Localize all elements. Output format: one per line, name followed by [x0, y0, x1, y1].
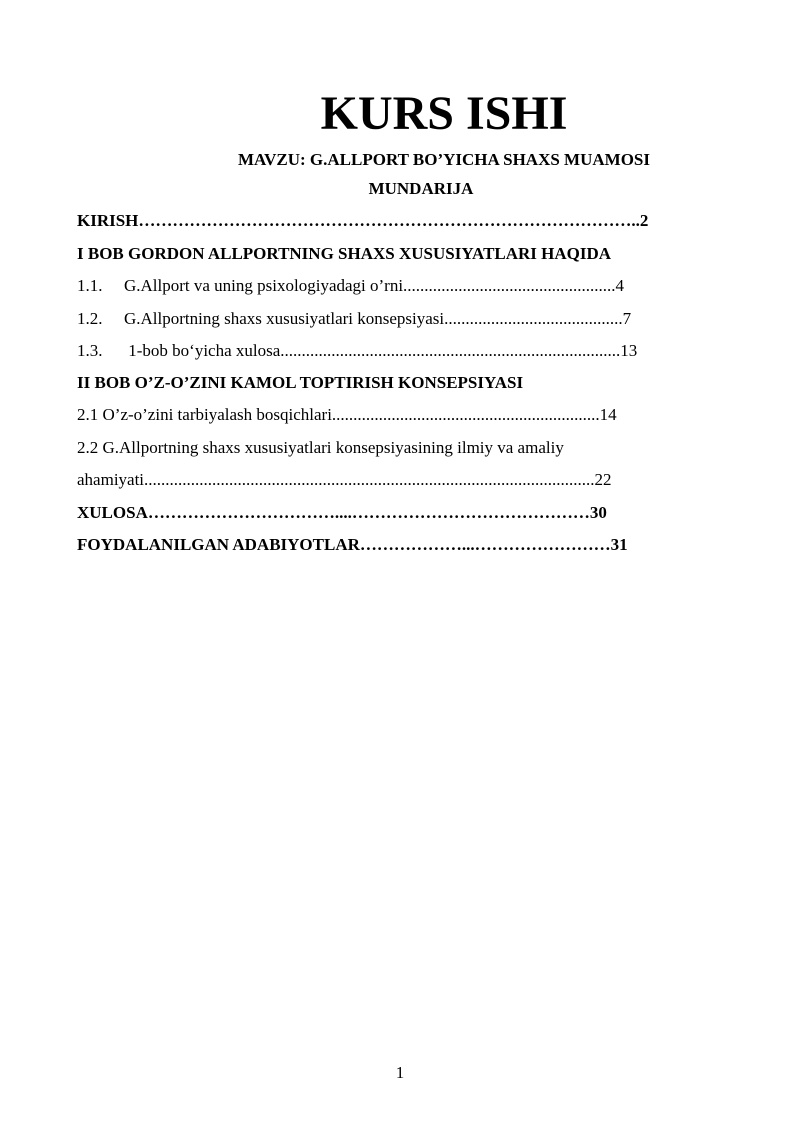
toc-entry-text: II BOB O’Z-O’ZINI KAMOL TOPTIRISH KONSEPSIYASI	[77, 373, 524, 392]
page-number: 1	[395, 1063, 405, 1082]
toc-entry-text: ahamiyati..........................................................................................................22	[77, 470, 612, 489]
toc-entry-1-1	[77, 275, 624, 297]
toc-entry-kirish	[77, 210, 648, 232]
toc-entry-1-3	[77, 340, 637, 362]
toc-entry-text: 2.1 O’z-o’zini tarbiyalash bosqichlari...............................................................14	[77, 405, 617, 424]
document-subtitle: MAVZU: G.ALLPORT BO’YICHA SHAXS MUAMOSI	[237, 150, 650, 169]
toc-entry-text: G.Allportning shaxs xususiyatlari konsepsiyasi..........................................7	[124, 309, 632, 328]
toc-entry-xulosa	[77, 502, 607, 524]
toc-entry-2-2-continued	[77, 469, 612, 491]
toc-entry-text: FOYDALANILGAN ADABIYOTLAR………………...……………………31	[77, 535, 628, 554]
toc-entry-text: G.Allport va uning psixologiyadagi o’rni..................................................4	[124, 276, 625, 295]
toc-entry-2-2	[77, 437, 564, 459]
toc-entry-chapter-1	[77, 243, 611, 265]
toc-entry-text: KIRISH……………………………………………………………………………..2	[77, 211, 649, 230]
toc-entry-number: 1.2.	[77, 309, 103, 328]
toc-heading: MUNDARIJA	[368, 179, 474, 198]
toc-entry-text: 2.2 G.Allportning shaxs xususiyatlari konsepsiyasining ilmiy va amaliy	[77, 438, 564, 457]
toc-entry-text: XULOSA……………………………....……………………………………30	[77, 503, 607, 522]
toc-entry-number: 1.3.	[77, 341, 103, 360]
toc-entry-chapter-2	[77, 372, 523, 394]
toc-entry-1-2	[77, 308, 631, 330]
toc-entry-references	[77, 534, 628, 556]
toc-entry-number: 1.1.	[77, 276, 103, 295]
toc-entry-2-1	[77, 404, 617, 426]
toc-entry-text: I BOB GORDON ALLPORTNING SHAXS XUSUSIYATLARI HAQIDA	[77, 244, 612, 263]
document-title: KURS ISHI	[320, 87, 568, 140]
toc-entry-text: 1-bob bo‘yicha xulosa................................................................................13	[124, 341, 638, 360]
